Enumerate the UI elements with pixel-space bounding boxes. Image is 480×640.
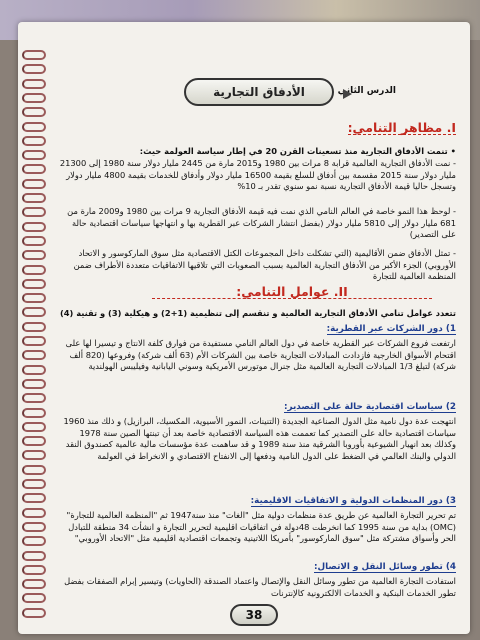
section1-lead: • تنمت الأدفاق التجارية منذ تسعينات القرن 20 في إطار سياسة العولمة حيث: <box>139 146 456 156</box>
spiral-ring <box>22 122 46 132</box>
spiral-ring <box>22 279 46 289</box>
spiral-ring <box>22 179 46 189</box>
spiral-ring <box>22 579 46 589</box>
spiral-ring <box>22 322 46 332</box>
lesson-label: الدرس الثاني <box>337 86 396 96</box>
spiral-ring <box>22 207 46 217</box>
spiral-ring <box>22 222 46 232</box>
spiral-ring <box>22 508 46 518</box>
factor1-title: 1) دور الشركات عبر القطرية: <box>326 324 456 334</box>
spiral-ring <box>22 608 46 618</box>
factor3-title: 3) دور المنظمات الدولية و الاتفاقيات الاقليمية: <box>250 496 456 506</box>
lesson-title: الأدفاق التجارية <box>184 78 334 106</box>
spiral-ring <box>22 64 46 74</box>
lesson-header <box>116 78 396 108</box>
spiral-ring <box>22 265 46 275</box>
arrow-icon <box>343 89 352 99</box>
spiral-ring <box>22 593 46 603</box>
spiral-binding <box>22 50 50 630</box>
spiral-ring <box>22 336 46 346</box>
notebook-page <box>18 22 470 634</box>
factor3-text: تم تحرير التجارة العالمية عن طريق عدة منظمات دولية مثل "الغات" منذ سنة1947 ثم "المنظمة العالمية للتجارة" (OMC) بداية من سنة 1995 كما انخرطت 48دولة في اتفاقيات اقليمية لتحرير التجارة و انشأت 34 منطقة للتبادل الحر وأسواق مشتركة مثل "سوق الماركوسور" بأمريكا اللاتينية وتجمعات اقتصادية اقليمية مثل "الاتحاد الأوروبي" <box>66 510 456 544</box>
spiral-ring <box>22 422 46 432</box>
spiral-ring <box>22 93 46 103</box>
spiral-ring <box>22 350 46 360</box>
spiral-ring <box>22 164 46 174</box>
section1-heading: I. مظاهر التنامي: <box>347 120 456 135</box>
spiral-ring <box>22 536 46 546</box>
spiral-ring <box>22 479 46 489</box>
factor1-text: ارتفعت فروع الشركات عبر القطرية خاصة في دول العالم النامي مستفيدة من فوارق كلفة الانتاج و تيسيرا لها على اقتحام الأسواق الخارجية فازدادت المبادلات التجارية خاصة بين الشركات الأم (63 ألف شركة) وفروعها (820 ألف شركة) لتبلغ 1/3 المبادلات التجارية العالمية مثل جنرال موتورس الأمريكية وسوني اليابانية وفيليبس الهولندية <box>65 338 456 372</box>
spiral-ring <box>22 193 46 203</box>
spiral-ring <box>22 307 46 317</box>
section2-intro: تتعدد عوامل تنامي الأدفاق التجارية العالمية و تنقسم إلى تنظيمية (1+2) و هيكلية (3) و تقنية (4) <box>59 308 456 318</box>
spiral-ring <box>22 551 46 561</box>
spiral-ring <box>22 236 46 246</box>
spiral-ring <box>22 436 46 446</box>
spiral-ring <box>22 79 46 89</box>
spiral-ring <box>22 365 46 375</box>
spiral-ring <box>22 379 46 389</box>
factor4-text: استفادت التجارة العالمية من تطور وسائل النقل والإتصال واعتماد الصندقة (الحاويات) وتيسير إبرام الصفقات بفضل تطور الخدمات البنكية و الخدمات الالكترونية كالإنترنات <box>64 576 456 598</box>
section1-paragraph-1: - نمت الأدفاق التجارية العالمية قرابة 8 مرات بين 1980 و2015 مارة من 2445 مليار دولار سنة 1980 إلى 21300 مليار دولار سنة 2015 مقسمة بين أدفاق للسلع بقيمة 16500 مليار دولار وأدفاق للخدمات بقيمة 4800 مليار دولار وتسجل حاليا قيمة الأدفاق التجارية نسبة نمو سنوي تقدر بـ 10% <box>59 158 456 192</box>
spiral-ring <box>22 136 46 146</box>
spiral-ring <box>22 522 46 532</box>
spiral-ring <box>22 107 46 117</box>
spiral-ring <box>22 450 46 460</box>
section1-paragraph-3: - تمثل الأدفاق ضمن الأقاليمية (التي تشكلت داخل المجموعات الكتل الاقتصادية مثل سوق الماركوسور و الاتحاد الأوروبي) الجزء الأكبر من الأدفاق التجارية العالمية بسبب الصعوبات التي تلاقيها الاتفاقيات متعددة الأطراف ضمن المنظمة العالمية للتجارة <box>73 248 456 282</box>
page-content <box>52 22 462 634</box>
factor2-title: 2) سياسات اقتصادية حالة على التصدير: <box>283 402 456 412</box>
section2-heading: II. عوامل التنامي: <box>152 286 432 299</box>
spiral-ring <box>22 150 46 160</box>
spiral-ring <box>22 50 46 60</box>
page-number: 38 <box>230 604 278 626</box>
spiral-ring <box>22 393 46 403</box>
factor4-title: 4) تطور وسائل النقل و الاتصال: <box>313 562 456 572</box>
spiral-ring <box>22 408 46 418</box>
spiral-ring <box>22 465 46 475</box>
spiral-ring <box>22 493 46 503</box>
spiral-ring <box>22 565 46 575</box>
spiral-ring <box>22 293 46 303</box>
section1-paragraph-2: - لوحظ هذا النمو خاصة في العالم النامي الذي نمت فيه قيمة الأدفاق التجارية 9 مرات بين 1980 و2009 مارة من 681 مليار دولار إلى 5810 مليار دولار (بفضل انتشار الشركات عبر القطرية بها و انتهاجها سياسات اقتصادية حالة على التصدير) <box>67 206 456 240</box>
spiral-ring <box>22 250 46 260</box>
factor2-text: انتهجت عدة دول نامية مثل الدول الصناعية الجديدة (التنينات، النمور الأسيوية، المكسيك، البرازيل) و ذلك منذ 1960 سياسات اقتصادية حالة على التصدير كما تعممت هذه السياسة الاقتصادية خاصة بعد أن تبنتها الصين سنة 1978 وكذلك بعد انهيار الشيوعية بأوروبا الشرقية منذ سنة 1989 و قد ساهمت عدة مؤسسات مالية عالمية كصندوق النقد الدولي والبنك العالمي في الضغط على الدول النامية ودفعها إلى الانفتاح الاقتصادي و الانخراط في العولمة <box>63 416 456 461</box>
